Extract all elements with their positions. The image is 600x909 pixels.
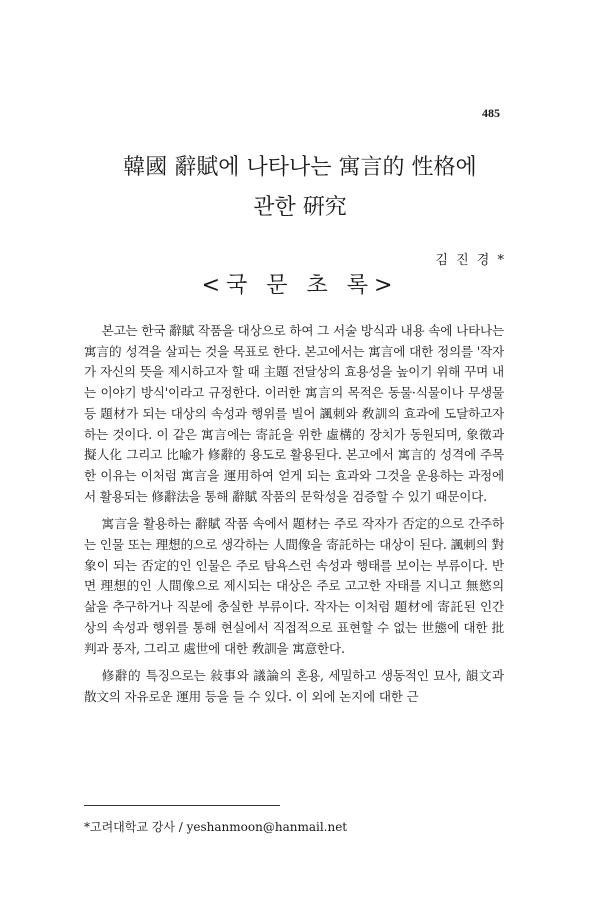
- abstract-paragraph-2: 寓言을 활용하는 辭賦 작품 속에서 題材는 주로 작자가 否定的으로 간주하는 인물 또는 理想的으로 생각하는 人間像을 寄託하는 대상이 된다. 諷刺의 對象이 되는 否定的인 인물은 주로 탐욕스런 속성과 행태를 보이는 부류이다. 반면 理想的인 人間像으로 제시되는 대상은 주로 고고한 자태를 지니고 無慾의 삶을 추구하거나 직분에 충실한 부류이다. 작자는 이처럼 題材에 寄託된 인간상의 속성과 행위를 통해 현실에서 직접적으로 표현할 수 없는 世態에 대한 批判과 풍자, 그리고 處世에 대한 敎訓을 寓意한다.: [84, 516, 504, 656]
- abstract-paragraph-1: 본고는 한국 辭賦 작품을 대상으로 하여 그 서술 방식과 내용 속에 나타나는 寓言的 성격을 살피는 것을 목표로 한다. 본고에서는 寓言에 대한 정의를 '작자가 자신의 뜻을 제시하고자 할 때 主題 전달상의 효용성을 높이기 위해 꾸며 내는 이야기 방식'이라고 규정한다. 이러한 寓言의 목적은 동물·식물이나 무생물 등 題材가 되는 대상의 속성과 행위를 빌어 諷刺와 敎訓의 효과에 도달하고자 하는 것이다. 이 같은 寓言에는 寄託을 위한 虛構的 장치가 동원되며, 象徵과 擬人化 그리고 比喩가 修辭的 용도로 활용된다. 본고에서 寓言的 성격에 주목한 이유는 이처럼 寓言을 運用하여 얻게 되는 효과와 그것을 운용하는 과정에서 활용되는 修辭法을 통해 辭賦 작품의 문학성을 검증할 수 있기 때문이다.: [84, 323, 504, 504]
- page-number: 485: [482, 106, 500, 120]
- author-footnote: *고려대학교 강사 / yeshanmoon@hanmail.net: [84, 820, 348, 834]
- title-line-2: 관한 硏究: [253, 195, 347, 220]
- abstract-body: [84, 321, 504, 715]
- footnote-divider: [84, 805, 280, 806]
- abstract-heading: <국 문 초 록>: [201, 273, 399, 298]
- abstract-paragraph-3: 修辭的 특징으로는 敍事와 議論의 혼용, 세밀하고 생동적인 묘사, 韻文과 散文의 자유로운 運用 등을 들 수 있다. 이 외에 논지에 대한 근: [84, 668, 504, 704]
- title-line-1: 韓國 辭賦에 나타나는 寓言的 性格에: [123, 155, 477, 180]
- author-name: 김 진 경 *: [435, 253, 506, 268]
- paper-title: [0, 148, 600, 228]
